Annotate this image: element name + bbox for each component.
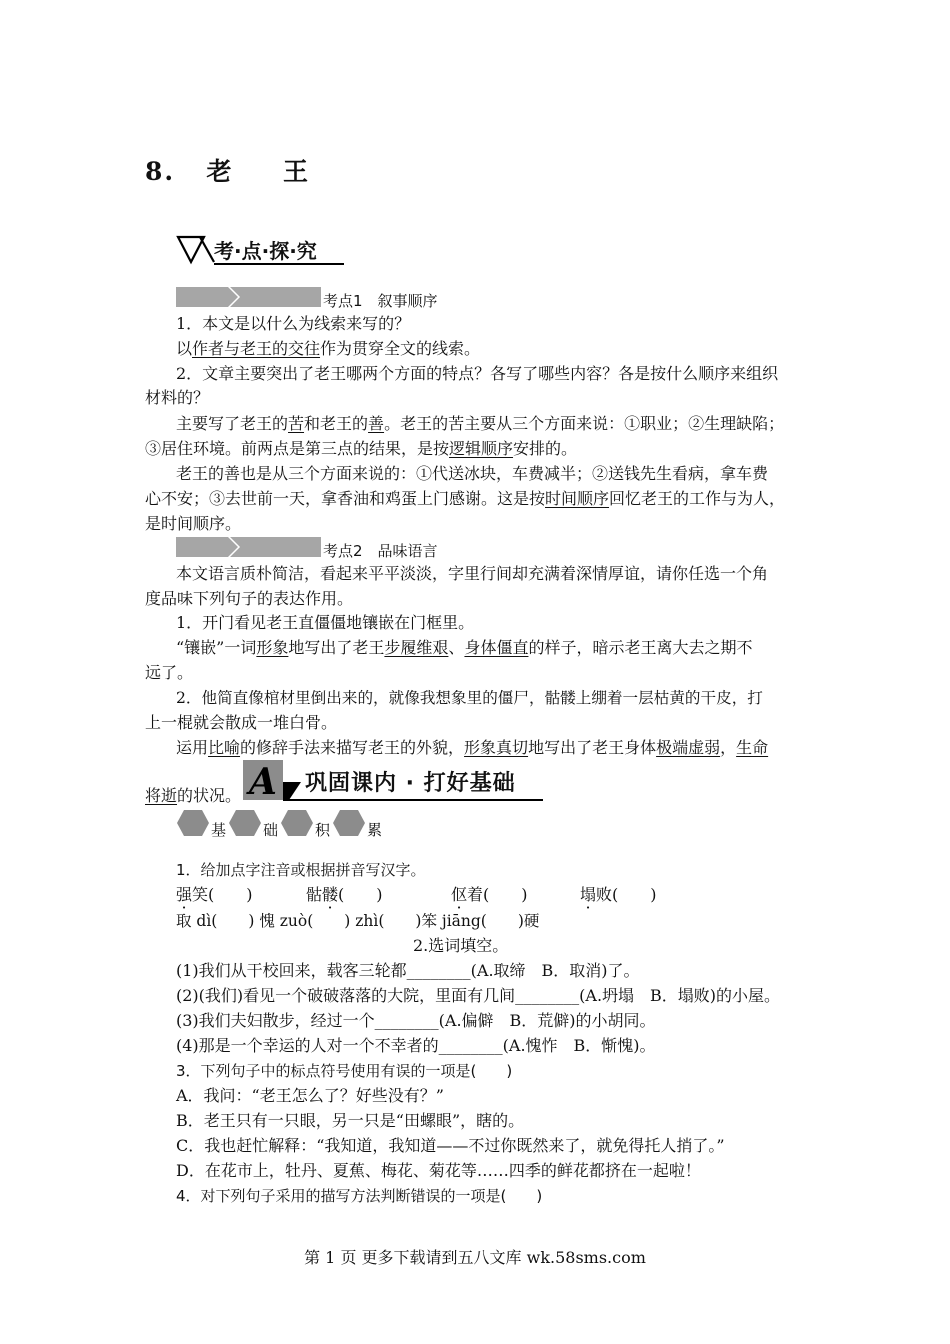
hexagon-icon xyxy=(176,809,210,837)
q3-stem: 3．下列句子中的标点符号使用有误的一项是( ) xyxy=(176,1062,513,1080)
kp1-question-2: 2．文章主要突出了老王哪两个方面的特点？各写了哪些内容？各是按什么顺序来组织 xyxy=(176,364,779,383)
title-char-1: 老 xyxy=(206,157,234,186)
q2-item-2: (2)(我们)看见一个破破落落的大院，里面有几间________(A.坍塌 B．塌败)的小屋。 xyxy=(176,986,781,1005)
q3-option-c: C．我也赶忙解释：“我知道，我知道——不过你既然来了，就免得托人捎了。” xyxy=(176,1136,725,1155)
basics-char-2: 础 xyxy=(263,821,279,839)
exam-point-2-bar xyxy=(176,537,321,557)
q1-pinyin-line: 取 dì( ) 愧 zuò( ) zhì( )笨 jiāng( )硬 xyxy=(176,912,540,930)
kp1-answer-3: 老王的善也是从三个方面来说的：①代送冰块，车费减半；②送钱先生看病，拿车费 xyxy=(176,464,769,483)
section-heading-text: 考·点·探·究 xyxy=(214,239,317,263)
svg-text:A: A xyxy=(249,761,277,802)
q2-item-4: (4)那是一个幸运的人对一个不幸者的________(A.愧怍 B．惭愧)。 xyxy=(176,1036,656,1055)
q3-option-a: A．我问：“老王怎么了？好些没有？” xyxy=(176,1086,444,1105)
kp1-question-2-cont: 材料的？ xyxy=(145,388,210,407)
kp2-sentence-2-cont: 上一棍就会散成一堆白骨。 xyxy=(145,713,338,732)
letter-a-badge-icon xyxy=(243,760,303,802)
section-banner xyxy=(243,760,543,804)
kp2-intro: 本文语言质朴简洁，看起来平平淡淡，字里行间却充满着深情厚谊，请你任选一个角 xyxy=(176,564,769,583)
kp2-intro-cont: 度品味下列句子的表达作用。 xyxy=(145,589,354,608)
kp1-answer-3-cont: 心不安；③去世前一天，拿香油和鸡蛋上门感谢。这是按时间顺序回忆老王的工作与为人， xyxy=(145,489,786,508)
q1-word-3: 伛着( ) xyxy=(451,885,528,904)
q2-item-1: (1)我们从干校回来，载客三轮都________(A.取缔 B．取消)了。 xyxy=(176,961,640,980)
hexagon-icon xyxy=(228,809,262,837)
chevron-right-icon xyxy=(226,535,244,559)
kp1-answer-2-cont: ③居住环境。前两点是第三点的结果，是按逻辑顺序安排的。 xyxy=(145,439,578,458)
exam-point-2-label: 考点2 品味语言 xyxy=(323,542,438,560)
q2-stem: 2.选词填空。 xyxy=(413,936,509,955)
section-heading xyxy=(176,234,346,268)
chevron-right-icon xyxy=(226,285,244,309)
q2-item-3: (3)我们夫妇散步，经过一个________(A.偏僻 B．荒僻)的小胡同。 xyxy=(176,1011,656,1030)
kp2-answer-1: “镶嵌”一词形象地写出了老王步履维艰、身体僵直的样子，暗示老王离大去之期不 xyxy=(176,638,753,657)
basics-char-1: 基 xyxy=(211,821,227,839)
title-number: 8. xyxy=(145,157,176,186)
title-char-2: 王 xyxy=(283,157,311,186)
kp2-sentence-2: 2．他简直像棺材里倒出来的，就像我想象里的僵尸，骷髅上绷着一层枯黄的干皮，打 xyxy=(176,689,763,707)
q1-word-1: 强笑( ) xyxy=(176,885,253,904)
q4-stem: 4．对下列句子采用的描写方法判断错误的一项是( ) xyxy=(176,1187,543,1205)
q3-option-d: D．在花市上，牡丹、夏蕉、梅花、菊花等……四季的鲜花都挤在一起啦！ xyxy=(176,1161,701,1180)
heading-underline xyxy=(214,263,344,265)
exam-point-1-label: 考点1 叙事顺序 xyxy=(323,292,438,310)
banner-underline xyxy=(283,799,543,801)
kp2-answer-2-cont: 将逝的状况。 xyxy=(145,786,242,805)
kp1-answer-2: 主要写了老王的苦和老王的善。老王的苦主要从三个方面来说：①职业；②生理缺陷； xyxy=(176,414,785,433)
kp1-answer-3-end: 是时间顺序。 xyxy=(145,514,242,533)
q3-option-b: B．老王只有一只眼，另一只是“田螺眼”，瞎的。 xyxy=(176,1111,525,1130)
page-footer: 第 1 页 更多下载请到五八文库 wk.58sms.com xyxy=(304,1248,646,1267)
basics-heading xyxy=(176,809,386,839)
q1-word-4: 塌败( ) xyxy=(580,885,657,904)
hexagon-icon xyxy=(332,809,366,837)
q1-word-2: 骷髅( ) xyxy=(306,885,383,904)
kp2-sentence-1: 1．开门看见老王直僵僵地镶嵌在门框里。 xyxy=(176,613,475,632)
kp2-answer-1-cont: 远了。 xyxy=(145,663,194,682)
kp2-answer-2: 运用比喻的修辞手法来描写老王的外貌，形象真切地写出了老王身体极端虚弱，生命 xyxy=(176,738,769,757)
banner-title: 巩固课内 · 打好基础 xyxy=(305,771,516,796)
page-title xyxy=(145,152,310,188)
basics-char-4: 累 xyxy=(367,821,383,839)
q1-stem: 1．给加点字注音或根据拼音写汉字。 xyxy=(176,861,426,879)
kp1-question-1: 1．本文是以什么为线索来写的？ xyxy=(176,314,411,333)
kp1-answer-1: 以作者与老王的交往作为贯穿全文的线索。 xyxy=(176,339,481,358)
basics-char-3: 积 xyxy=(315,821,331,839)
exam-point-1-bar xyxy=(176,287,321,307)
hexagon-icon xyxy=(280,809,314,837)
